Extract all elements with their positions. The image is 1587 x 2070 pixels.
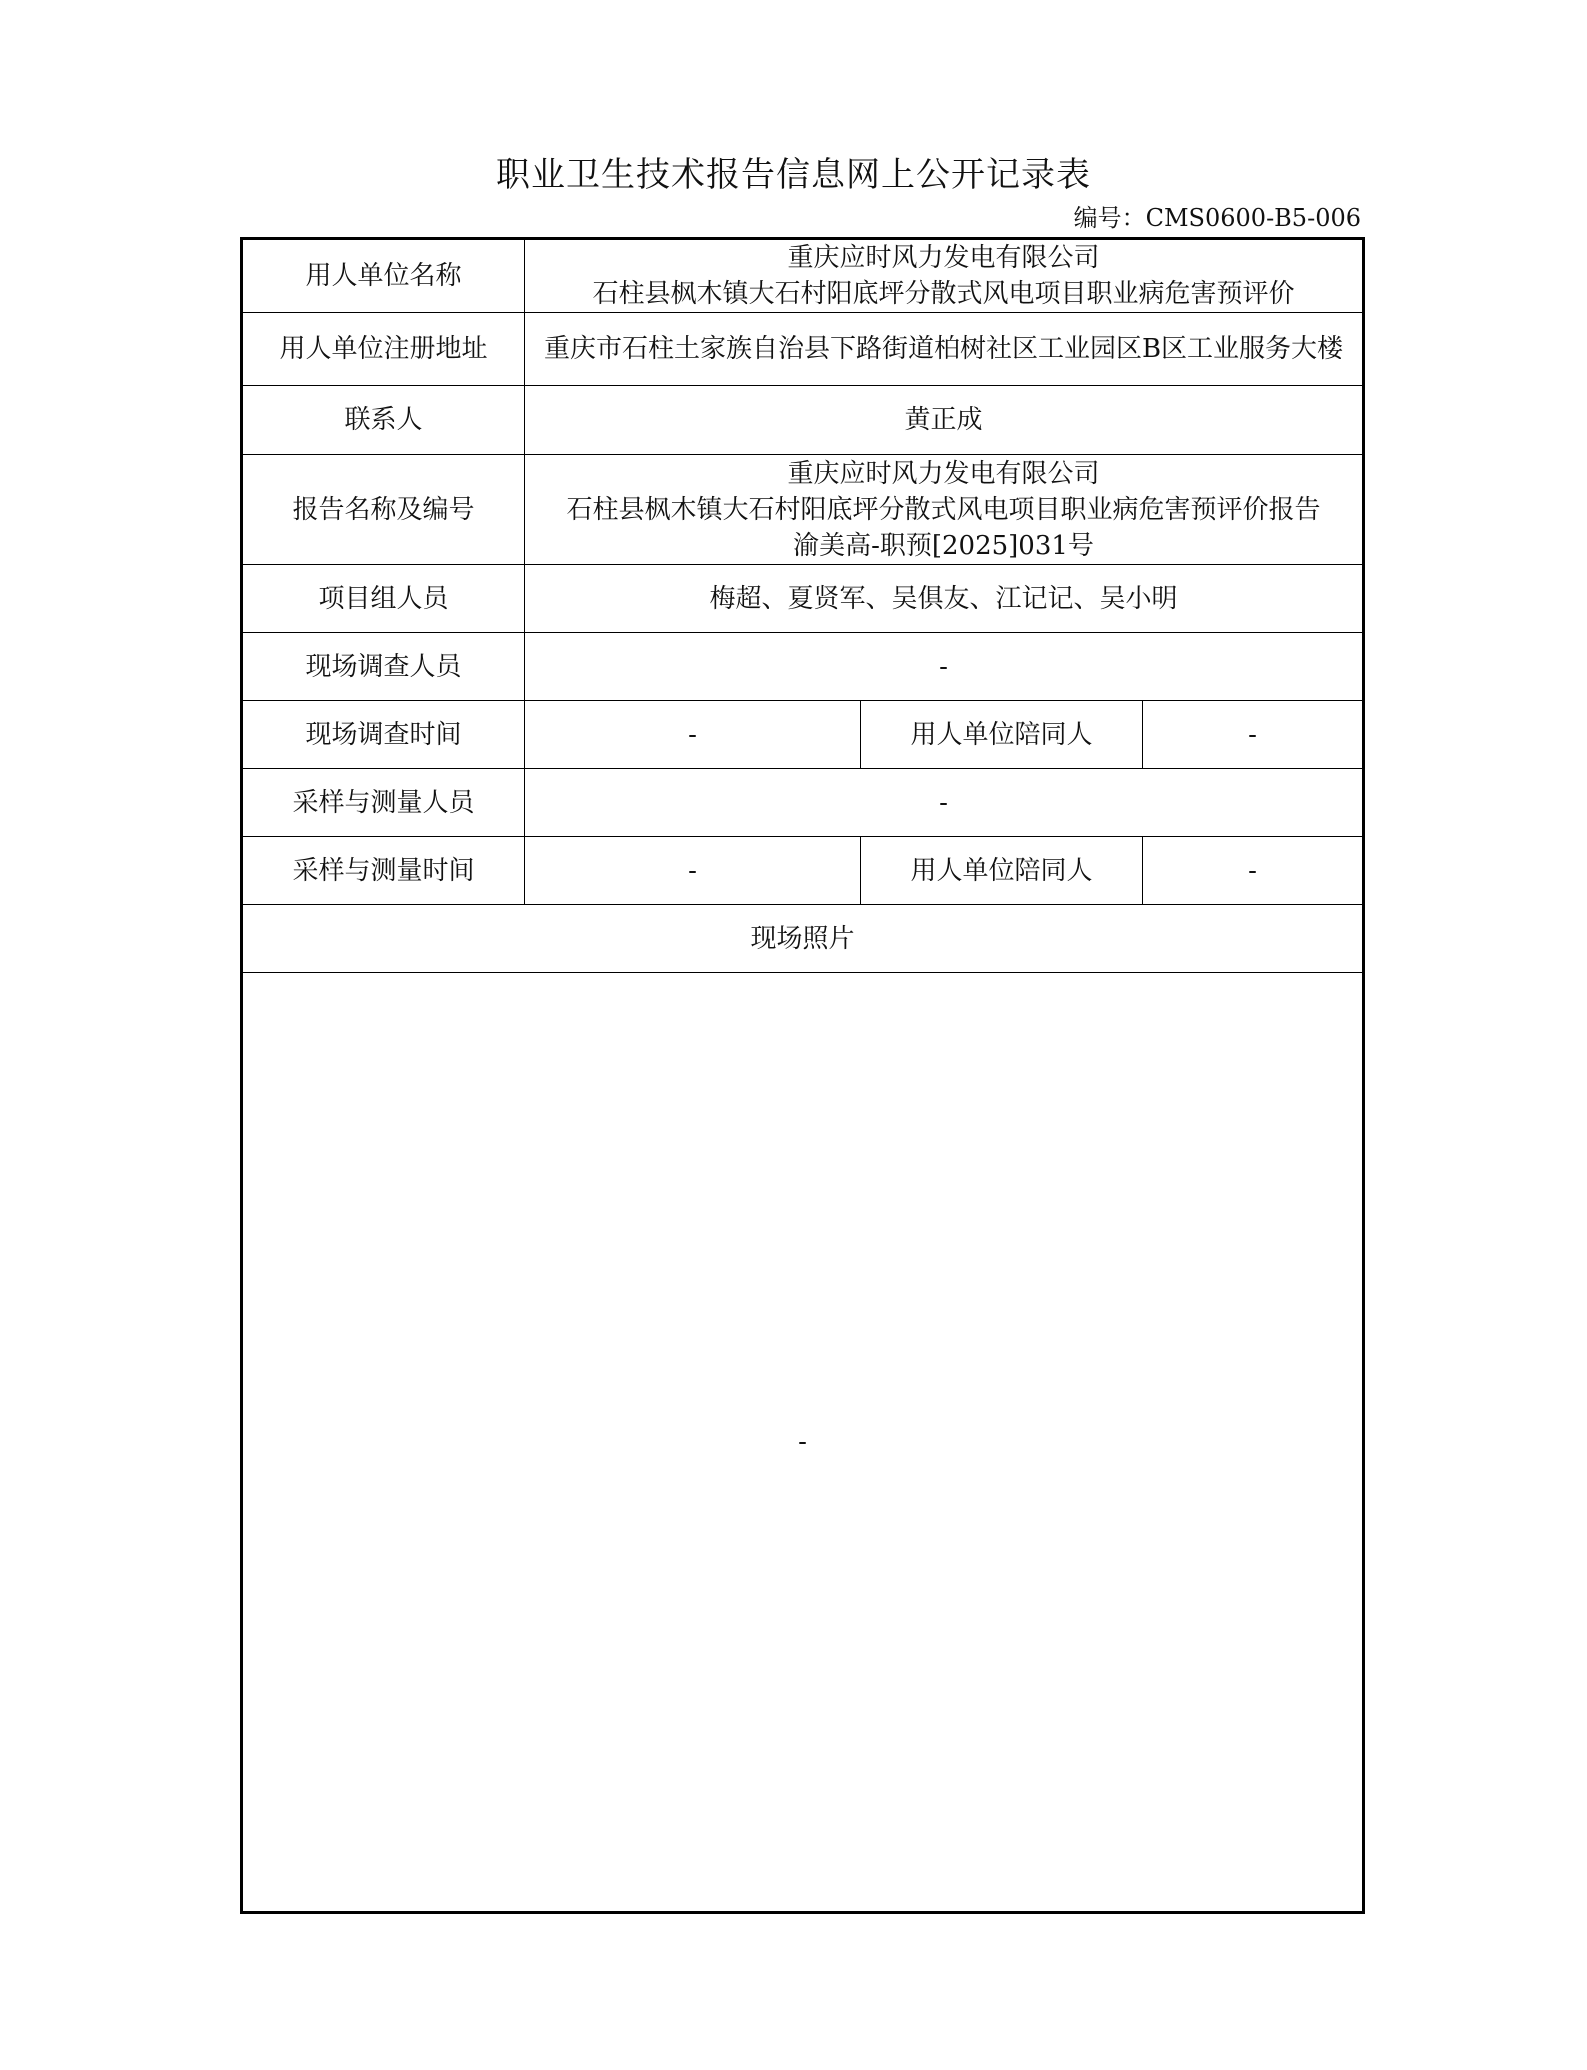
contact-value: 黄正成 bbox=[525, 386, 1364, 455]
sampling-time-value: - bbox=[525, 837, 861, 905]
document-code: 编号：CMS0600-B5-006 bbox=[1073, 204, 1361, 232]
survey-time-value: - bbox=[525, 701, 861, 769]
sampling-staff-label: 采样与测量人员 bbox=[242, 769, 525, 837]
report-label: 报告名称及编号 bbox=[242, 455, 525, 565]
team-value: 梅超、夏贤军、吴俱友、江记记、吴小明 bbox=[525, 565, 1364, 633]
row-survey-time bbox=[242, 701, 1364, 769]
row-unit-name bbox=[242, 239, 1364, 313]
sampling-companion-value: - bbox=[1143, 837, 1364, 905]
team-label: 项目组人员 bbox=[242, 565, 525, 633]
sampling-staff-value: - bbox=[525, 769, 1364, 837]
sampling-time-label: 采样与测量时间 bbox=[242, 837, 525, 905]
row-sampling-time bbox=[242, 837, 1364, 905]
row-unit-address bbox=[242, 313, 1364, 386]
unit-name-line2: 石柱县枫木镇大石村阳底坪分散式风电项目职业病危害预评价 bbox=[592, 279, 1295, 309]
contact-label: 联系人 bbox=[242, 386, 525, 455]
photos-value: - bbox=[242, 973, 1364, 1913]
survey-companion-value: - bbox=[1143, 701, 1364, 769]
report-value bbox=[525, 455, 1364, 565]
report-line2: 石柱县枫木镇大石村阳底坪分散式风电项目职业病危害预评价报告 bbox=[566, 494, 1321, 525]
survey-time-label: 现场调查时间 bbox=[242, 701, 525, 769]
survey-staff-value: - bbox=[525, 633, 1364, 701]
unit-name-label: 用人单位名称 bbox=[242, 239, 525, 313]
row-report bbox=[242, 455, 1364, 565]
unit-name-line1: 重庆应时风力发电有限公司 bbox=[787, 243, 1100, 273]
unit-address-label: 用人单位注册地址 bbox=[242, 313, 525, 386]
page-title: 职业卫生技术报告信息网上公开记录表 bbox=[496, 155, 1091, 195]
report-line3: 渝美高-职预[2025]031号 bbox=[793, 530, 1094, 561]
survey-staff-label: 现场调查人员 bbox=[242, 633, 525, 701]
sampling-companion-label: 用人单位陪同人 bbox=[861, 837, 1143, 905]
report-line1: 重庆应时风力发电有限公司 bbox=[787, 458, 1100, 489]
photos-label: 现场照片 bbox=[242, 905, 1364, 973]
row-team bbox=[242, 565, 1364, 633]
survey-companion-label: 用人单位陪同人 bbox=[861, 701, 1143, 769]
row-photos-header bbox=[242, 905, 1364, 973]
row-photos bbox=[242, 973, 1364, 1913]
row-survey-staff bbox=[242, 633, 1364, 701]
record-table bbox=[240, 237, 1365, 1914]
unit-address-value: 重庆市石柱土家族自治县下路街道柏树社区工业园区B区工业服务大楼 bbox=[525, 313, 1364, 386]
unit-name-value bbox=[525, 239, 1364, 313]
row-sampling-staff bbox=[242, 769, 1364, 837]
row-contact bbox=[242, 386, 1364, 455]
